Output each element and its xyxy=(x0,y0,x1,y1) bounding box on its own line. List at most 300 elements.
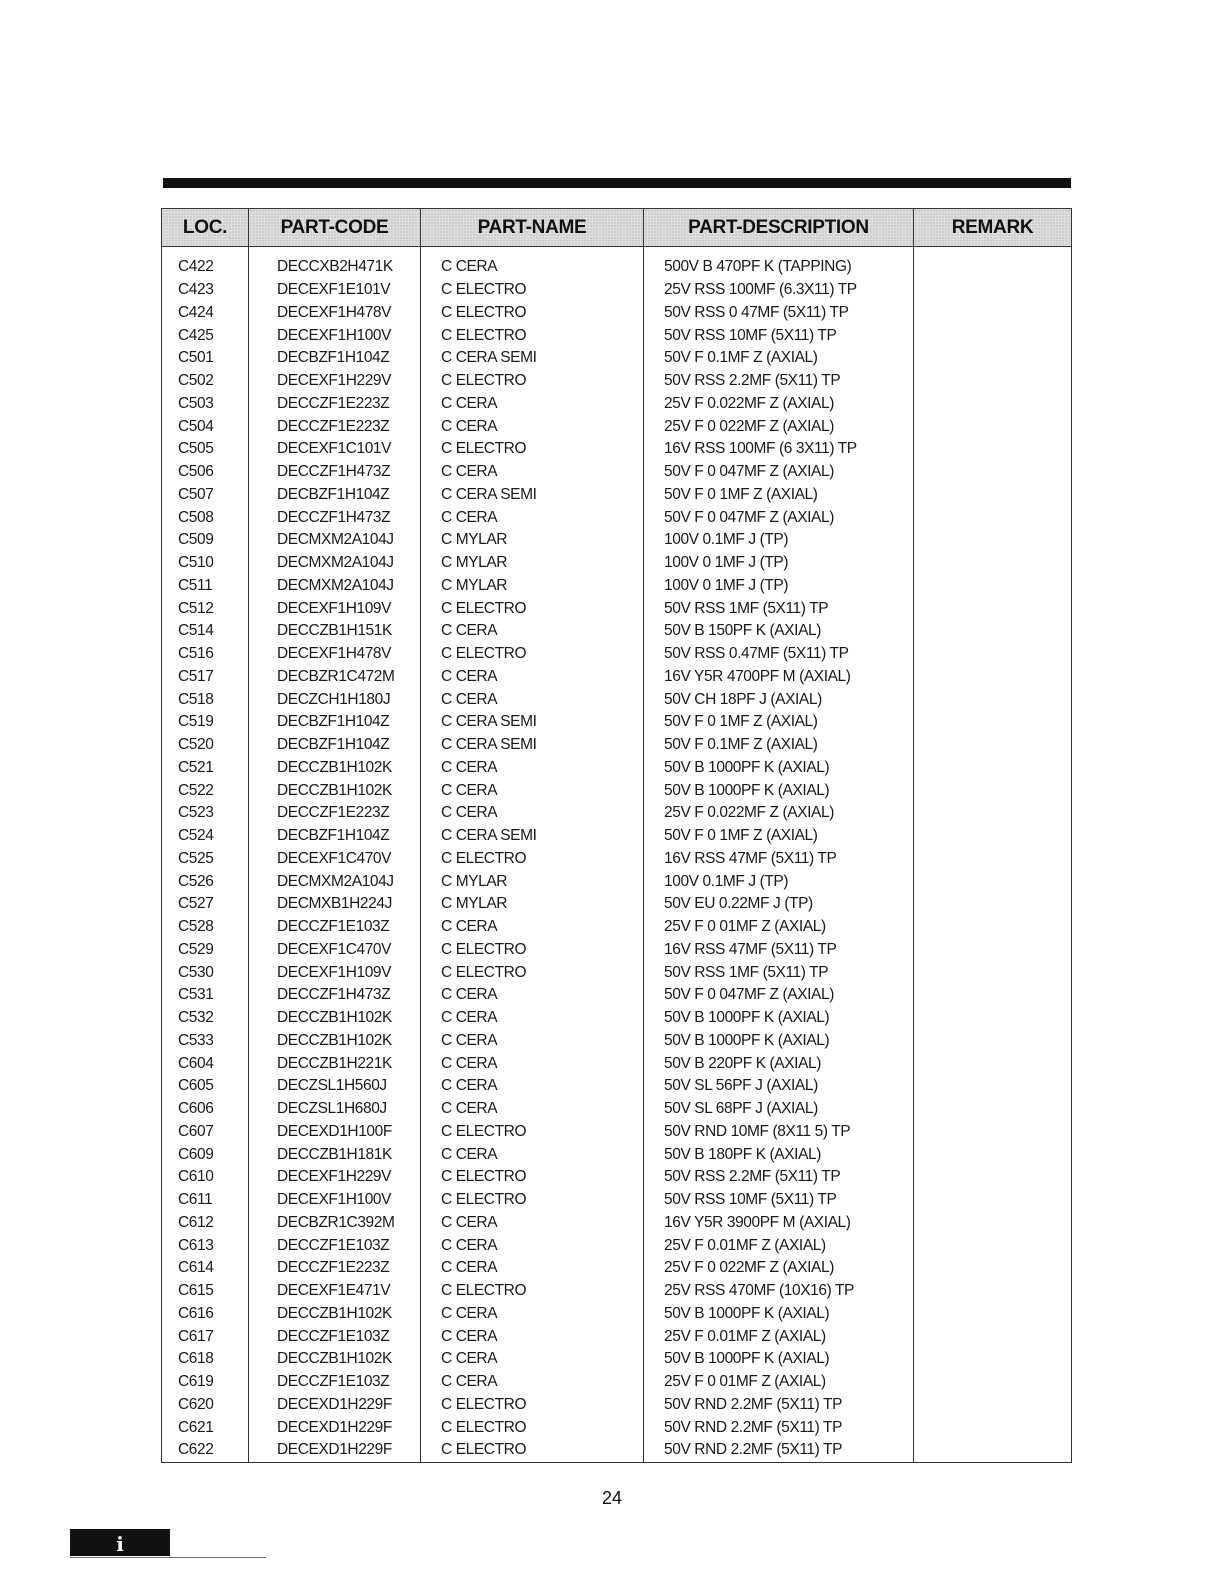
table-row xyxy=(162,1007,1072,1030)
cell-part-description: 50V B 1000PF K (AXIAL) xyxy=(644,757,914,780)
cell-part-name: C ELECTRO xyxy=(421,1439,644,1462)
cell-remark xyxy=(914,1121,1072,1144)
cell-remark xyxy=(914,1212,1072,1235)
cell-part-name: C MYLAR xyxy=(421,552,644,575)
table-row xyxy=(162,575,1072,598)
cell-part-name: C ELECTRO xyxy=(421,1121,644,1144)
header-part-name: PART-NAME xyxy=(421,209,644,247)
page-number: 24 xyxy=(601,1488,623,1508)
cell-remark xyxy=(914,1303,1072,1326)
cell-part-name: C ELECTRO xyxy=(421,302,644,325)
cell-loc: C508 xyxy=(162,506,249,529)
cell-part-description: 50V RSS 2.2MF (5X11) TP xyxy=(644,1166,914,1189)
cell-remark xyxy=(914,779,1072,802)
cell-part-description: 16V Y5R 4700PF M (AXIAL) xyxy=(644,666,914,689)
cell-part-name: C CERA SEMI xyxy=(421,734,644,757)
table-row xyxy=(162,848,1072,871)
cell-part-code: DECCZF1E103Z xyxy=(249,916,421,939)
cell-loc: C527 xyxy=(162,893,249,916)
table-row xyxy=(162,370,1072,393)
table-row xyxy=(162,688,1072,711)
cell-part-code: DECZCH1H180J xyxy=(249,688,421,711)
cell-part-code: DECMXB1H224J xyxy=(249,893,421,916)
cell-part-name: C CERA xyxy=(421,1030,644,1053)
parts-list-table xyxy=(161,208,1072,1463)
cell-part-description: 500V B 470PF K (TAPPING) xyxy=(644,247,914,279)
table-row xyxy=(162,1143,1072,1166)
table-row xyxy=(162,1371,1072,1394)
table-row xyxy=(162,279,1072,302)
cell-remark xyxy=(914,575,1072,598)
cell-part-description: 25V RSS 470MF (10X16) TP xyxy=(644,1280,914,1303)
cell-loc: C611 xyxy=(162,1189,249,1212)
cell-remark xyxy=(914,734,1072,757)
table-row xyxy=(162,984,1072,1007)
cell-part-description: 25V F 0 022MF Z (AXIAL) xyxy=(644,1257,914,1280)
cell-loc: C619 xyxy=(162,1371,249,1394)
cell-part-description: 100V 0 1MF J (TP) xyxy=(644,552,914,575)
cell-remark xyxy=(914,597,1072,620)
cell-remark xyxy=(914,438,1072,461)
table-row xyxy=(162,461,1072,484)
cell-remark xyxy=(914,688,1072,711)
cell-part-code: DECBZF1H104Z xyxy=(249,711,421,734)
cell-part-name: C ELECTRO xyxy=(421,1416,644,1439)
cell-remark xyxy=(914,1257,1072,1280)
cell-remark xyxy=(914,1143,1072,1166)
cell-remark xyxy=(914,1234,1072,1257)
cell-part-name: C CERA xyxy=(421,1098,644,1121)
table-row xyxy=(162,302,1072,325)
cell-part-name: C CERA xyxy=(421,1257,644,1280)
cell-part-description: 25V F 0.01MF Z (AXIAL) xyxy=(644,1325,914,1348)
cell-part-name: C ELECTRO xyxy=(421,370,644,393)
cell-loc: C533 xyxy=(162,1030,249,1053)
table-row xyxy=(162,1098,1072,1121)
cell-part-description: 50V F 0.1MF Z (AXIAL) xyxy=(644,347,914,370)
cell-part-name: C ELECTRO xyxy=(421,324,644,347)
cell-part-code: DECBZF1H104Z xyxy=(249,484,421,507)
table-row xyxy=(162,1325,1072,1348)
cell-part-name: C CERA xyxy=(421,984,644,1007)
cell-part-description: 50V B 1000PF K (AXIAL) xyxy=(644,779,914,802)
cell-loc: C525 xyxy=(162,848,249,871)
cell-remark xyxy=(914,1394,1072,1417)
cell-remark xyxy=(914,302,1072,325)
cell-part-name: C ELECTRO xyxy=(421,961,644,984)
cell-part-name: C ELECTRO xyxy=(421,279,644,302)
cell-part-code: DECBZF1H104Z xyxy=(249,825,421,848)
cell-part-description: 25V RSS 100MF (6.3X11) TP xyxy=(644,279,914,302)
table-row xyxy=(162,247,1072,279)
cell-remark xyxy=(914,1348,1072,1371)
cell-part-name: C CERA xyxy=(421,757,644,780)
cell-part-code: DECMXM2A104J xyxy=(249,529,421,552)
cell-remark xyxy=(914,484,1072,507)
cell-remark xyxy=(914,711,1072,734)
cell-remark xyxy=(914,506,1072,529)
cell-remark xyxy=(914,1030,1072,1053)
cell-part-code: DECEXF1C101V xyxy=(249,438,421,461)
cell-part-description: 50V F 0 047MF Z (AXIAL) xyxy=(644,506,914,529)
cell-loc: C609 xyxy=(162,1143,249,1166)
cell-part-description: 50V B 1000PF K (AXIAL) xyxy=(644,1348,914,1371)
cell-remark xyxy=(914,802,1072,825)
cell-part-description: 50V RSS 0.47MF (5X11) TP xyxy=(644,643,914,666)
cell-part-code: DECEXF1H109V xyxy=(249,597,421,620)
cell-remark xyxy=(914,552,1072,575)
cell-part-name: C MYLAR xyxy=(421,575,644,598)
table-row xyxy=(162,893,1072,916)
table-row xyxy=(162,1416,1072,1439)
cell-part-name: C CERA SEMI xyxy=(421,711,644,734)
cell-part-code: DECZSL1H560J xyxy=(249,1075,421,1098)
cell-remark xyxy=(914,370,1072,393)
cell-part-description: 50V EU 0.22MF J (TP) xyxy=(644,893,914,916)
cell-loc: C606 xyxy=(162,1098,249,1121)
cell-part-description: 25V F 0.022MF Z (AXIAL) xyxy=(644,802,914,825)
table-row xyxy=(162,757,1072,780)
table-row xyxy=(162,666,1072,689)
cell-loc: C531 xyxy=(162,984,249,1007)
cell-part-code: DECCZB1H181K xyxy=(249,1143,421,1166)
cell-part-name: C CERA xyxy=(421,1371,644,1394)
cell-part-code: DECCZF1E223Z xyxy=(249,393,421,416)
table-row xyxy=(162,393,1072,416)
table-row xyxy=(162,825,1072,848)
cell-part-name: C CERA xyxy=(421,802,644,825)
cell-part-code: DECMXM2A104J xyxy=(249,870,421,893)
cell-part-description: 50V F 0 047MF Z (AXIAL) xyxy=(644,461,914,484)
cell-loc: C620 xyxy=(162,1394,249,1417)
cell-part-name: C ELECTRO xyxy=(421,597,644,620)
cell-part-name: C ELECTRO xyxy=(421,1280,644,1303)
cell-loc: C424 xyxy=(162,302,249,325)
cell-part-name: C CERA xyxy=(421,1143,644,1166)
cell-part-description: 25V F 0 022MF Z (AXIAL) xyxy=(644,415,914,438)
cell-loc: C617 xyxy=(162,1325,249,1348)
cell-part-code: DECCZF1E103Z xyxy=(249,1325,421,1348)
cell-remark xyxy=(914,415,1072,438)
cell-loc: C506 xyxy=(162,461,249,484)
table-row xyxy=(162,1212,1072,1235)
table-row xyxy=(162,802,1072,825)
table-row xyxy=(162,597,1072,620)
cell-loc: C423 xyxy=(162,279,249,302)
table-row xyxy=(162,1439,1072,1462)
cell-part-name: C CERA xyxy=(421,620,644,643)
cell-part-name: C ELECTRO xyxy=(421,1394,644,1417)
parts-table-body xyxy=(162,247,1072,1463)
cell-part-description: 50V RND 2.2MF (5X11) TP xyxy=(644,1394,914,1417)
cell-part-code: DECZSL1H680J xyxy=(249,1098,421,1121)
cell-part-description: 50V RSS 1MF (5X11) TP xyxy=(644,961,914,984)
cell-part-description: 16V Y5R 3900PF M (AXIAL) xyxy=(644,1212,914,1235)
cell-remark xyxy=(914,984,1072,1007)
cell-loc: C425 xyxy=(162,324,249,347)
cell-remark xyxy=(914,1166,1072,1189)
cell-part-name: C CERA xyxy=(421,1234,644,1257)
cell-loc: C510 xyxy=(162,552,249,575)
cell-part-code: DECBZR1C392M xyxy=(249,1212,421,1235)
cell-part-name: C MYLAR xyxy=(421,529,644,552)
cell-part-code: DECMXM2A104J xyxy=(249,575,421,598)
cell-part-code: DECEXF1H100V xyxy=(249,324,421,347)
cell-part-description: 50V RSS 0 47MF (5X11) TP xyxy=(644,302,914,325)
cell-loc: C523 xyxy=(162,802,249,825)
cell-part-description: 50V B 1000PF K (AXIAL) xyxy=(644,1030,914,1053)
table-row xyxy=(162,1234,1072,1257)
cell-part-code: DECEXF1H229V xyxy=(249,370,421,393)
cell-part-description: 50V F 0 047MF Z (AXIAL) xyxy=(644,984,914,1007)
table-row xyxy=(162,939,1072,962)
cell-part-name: C CERA xyxy=(421,1075,644,1098)
cell-part-code: DECEXF1H100V xyxy=(249,1189,421,1212)
cell-part-name: C ELECTRO xyxy=(421,939,644,962)
cell-part-description: 16V RSS 47MF (5X11) TP xyxy=(644,848,914,871)
cell-remark xyxy=(914,1325,1072,1348)
cell-part-name: C MYLAR xyxy=(421,893,644,916)
cell-part-description: 50V F 0 1MF Z (AXIAL) xyxy=(644,711,914,734)
cell-part-description: 50V SL 56PF J (AXIAL) xyxy=(644,1075,914,1098)
table-row xyxy=(162,347,1072,370)
cell-remark xyxy=(914,279,1072,302)
cell-part-name: C CERA xyxy=(421,506,644,529)
cell-part-name: C CERA xyxy=(421,1052,644,1075)
cell-part-code: DECCZF1H473Z xyxy=(249,984,421,1007)
cell-remark xyxy=(914,393,1072,416)
cell-loc: C517 xyxy=(162,666,249,689)
table-header-row xyxy=(162,209,1072,247)
cell-part-name: C CERA xyxy=(421,461,644,484)
table-row xyxy=(162,506,1072,529)
cell-loc: C604 xyxy=(162,1052,249,1075)
table-row xyxy=(162,529,1072,552)
cell-remark xyxy=(914,666,1072,689)
cell-part-name: C CERA xyxy=(421,247,644,279)
cell-loc: C520 xyxy=(162,734,249,757)
cell-part-name: C MYLAR xyxy=(421,870,644,893)
cell-part-code: DECEXF1C470V xyxy=(249,939,421,962)
cell-part-name: C ELECTRO xyxy=(421,1189,644,1212)
cell-part-description: 50V RSS 2.2MF (5X11) TP xyxy=(644,370,914,393)
cell-loc: C504 xyxy=(162,415,249,438)
header-loc: LOC. xyxy=(162,209,249,247)
cell-part-description: 50V SL 68PF J (AXIAL) xyxy=(644,1098,914,1121)
cell-remark xyxy=(914,1098,1072,1121)
cell-part-code: DECBZF1H104Z xyxy=(249,347,421,370)
cell-remark xyxy=(914,1075,1072,1098)
table-row xyxy=(162,324,1072,347)
cell-loc: C514 xyxy=(162,620,249,643)
table-row xyxy=(162,1030,1072,1053)
cell-loc: C512 xyxy=(162,597,249,620)
cell-part-description: 25V F 0.022MF Z (AXIAL) xyxy=(644,393,914,416)
cell-part-name: C CERA xyxy=(421,688,644,711)
cell-part-code: DECMXM2A104J xyxy=(249,552,421,575)
cell-loc: C505 xyxy=(162,438,249,461)
table-row xyxy=(162,438,1072,461)
cell-part-code: DECCZF1H473Z xyxy=(249,461,421,484)
cell-part-code: DECCXB2H471K xyxy=(249,247,421,279)
cell-remark xyxy=(914,247,1072,279)
cell-remark xyxy=(914,643,1072,666)
table-row xyxy=(162,870,1072,893)
cell-part-description: 100V 0 1MF J (TP) xyxy=(644,575,914,598)
cell-part-description: 50V B 220PF K (AXIAL) xyxy=(644,1052,914,1075)
cell-part-name: C CERA xyxy=(421,1007,644,1030)
cell-part-code: DECCZF1E103Z xyxy=(249,1371,421,1394)
cell-part-code: DECEXF1C470V xyxy=(249,848,421,871)
cell-loc: C519 xyxy=(162,711,249,734)
cell-part-code: DECCZF1E223Z xyxy=(249,802,421,825)
cell-part-description: 50V B 1000PF K (AXIAL) xyxy=(644,1303,914,1326)
table-row xyxy=(162,734,1072,757)
cell-part-code: DECCZB1H102K xyxy=(249,779,421,802)
info-icon: i xyxy=(70,1529,170,1556)
cell-part-code: DECEXD1H100F xyxy=(249,1121,421,1144)
table-row xyxy=(162,711,1072,734)
cell-part-description: 50V F 0.1MF Z (AXIAL) xyxy=(644,734,914,757)
cell-remark xyxy=(914,529,1072,552)
table-row xyxy=(162,779,1072,802)
cell-remark xyxy=(914,347,1072,370)
top-rule xyxy=(163,178,1071,188)
table-row xyxy=(162,916,1072,939)
cell-part-description: 50V RND 2.2MF (5X11) TP xyxy=(644,1416,914,1439)
cell-part-code: DECEXF1H478V xyxy=(249,643,421,666)
cell-part-code: DECCZB1H102K xyxy=(249,1007,421,1030)
table-row xyxy=(162,1166,1072,1189)
table-row xyxy=(162,1189,1072,1212)
header-part-code: PART-CODE xyxy=(249,209,421,247)
cell-remark xyxy=(914,870,1072,893)
table-row xyxy=(162,1280,1072,1303)
cell-part-code: DECCZF1E223Z xyxy=(249,415,421,438)
cell-loc: C521 xyxy=(162,757,249,780)
cell-loc: C516 xyxy=(162,643,249,666)
cell-part-name: C CERA SEMI xyxy=(421,484,644,507)
cell-part-description: 50V CH 18PF J (AXIAL) xyxy=(644,688,914,711)
cell-part-description: 25V F 0 01MF Z (AXIAL) xyxy=(644,1371,914,1394)
cell-loc: C507 xyxy=(162,484,249,507)
cell-remark xyxy=(914,1439,1072,1462)
cell-loc: C614 xyxy=(162,1257,249,1280)
table-row xyxy=(162,415,1072,438)
cell-remark xyxy=(914,1416,1072,1439)
cell-part-code: DECEXD1H229F xyxy=(249,1416,421,1439)
cell-part-code: DECCZB1H102K xyxy=(249,1030,421,1053)
table-row xyxy=(162,620,1072,643)
header-part-description: PART-DESCRIPTION xyxy=(644,209,914,247)
cell-part-name: C CERA xyxy=(421,1212,644,1235)
cell-part-description: 16V RSS 100MF (6 3X11) TP xyxy=(644,438,914,461)
cell-part-code: DECEXF1H229V xyxy=(249,1166,421,1189)
cell-remark xyxy=(914,1280,1072,1303)
cell-loc: C502 xyxy=(162,370,249,393)
cell-loc: C501 xyxy=(162,347,249,370)
cell-part-description: 50V B 150PF K (AXIAL) xyxy=(644,620,914,643)
cell-part-description: 25V F 0 01MF Z (AXIAL) xyxy=(644,916,914,939)
cell-part-code: DECEXF1E471V xyxy=(249,1280,421,1303)
cell-loc: C612 xyxy=(162,1212,249,1235)
cell-remark xyxy=(914,1189,1072,1212)
cell-remark xyxy=(914,324,1072,347)
cell-loc: C529 xyxy=(162,939,249,962)
cell-loc: C613 xyxy=(162,1234,249,1257)
cell-part-description: 50V B 180PF K (AXIAL) xyxy=(644,1143,914,1166)
cell-part-description: 50V F 0 1MF Z (AXIAL) xyxy=(644,825,914,848)
header-remark: REMARK xyxy=(914,209,1072,247)
cell-part-code: DECCZF1E223Z xyxy=(249,1257,421,1280)
cell-part-description: 50V RND 2.2MF (5X11) TP xyxy=(644,1439,914,1462)
cell-part-name: C CERA xyxy=(421,1303,644,1326)
table-row xyxy=(162,643,1072,666)
cell-part-name: C CERA xyxy=(421,666,644,689)
cell-remark xyxy=(914,1371,1072,1394)
cell-part-code: DECEXD1H229F xyxy=(249,1394,421,1417)
cell-part-code: DECCZB1H102K xyxy=(249,1303,421,1326)
cell-part-code: DECEXF1E101V xyxy=(249,279,421,302)
cell-loc: C530 xyxy=(162,961,249,984)
cell-remark xyxy=(914,916,1072,939)
cell-part-code: DECEXD1H229F xyxy=(249,1439,421,1462)
cell-remark xyxy=(914,757,1072,780)
table-row xyxy=(162,552,1072,575)
cell-loc: C615 xyxy=(162,1280,249,1303)
badge-underline xyxy=(70,1557,266,1558)
cell-remark xyxy=(914,461,1072,484)
cell-part-code: DECEXF1H478V xyxy=(249,302,421,325)
cell-part-name: C CERA xyxy=(421,916,644,939)
cell-part-name: C CERA xyxy=(421,415,644,438)
cell-loc: C605 xyxy=(162,1075,249,1098)
cell-loc: C622 xyxy=(162,1439,249,1462)
cell-loc: C503 xyxy=(162,393,249,416)
cell-part-name: C ELECTRO xyxy=(421,848,644,871)
cell-part-code: DECCZB1H221K xyxy=(249,1052,421,1075)
cell-loc: C526 xyxy=(162,870,249,893)
cell-part-name: C CERA xyxy=(421,393,644,416)
cell-part-description: 50V RSS 10MF (5X11) TP xyxy=(644,1189,914,1212)
table-row xyxy=(162,1075,1072,1098)
cell-part-description: 16V RSS 47MF (5X11) TP xyxy=(644,939,914,962)
cell-part-description: 50V F 0 1MF Z (AXIAL) xyxy=(644,484,914,507)
cell-part-description: 100V 0.1MF J (TP) xyxy=(644,870,914,893)
cell-part-name: C ELECTRO xyxy=(421,643,644,666)
cell-part-name: C CERA xyxy=(421,1348,644,1371)
cell-loc: C607 xyxy=(162,1121,249,1144)
cell-loc: C511 xyxy=(162,575,249,598)
cell-loc: C509 xyxy=(162,529,249,552)
cell-part-code: DECCZB1H102K xyxy=(249,1348,421,1371)
cell-loc: C616 xyxy=(162,1303,249,1326)
cell-part-name: C CERA SEMI xyxy=(421,347,644,370)
table-row xyxy=(162,1121,1072,1144)
cell-part-code: DECCZF1E103Z xyxy=(249,1234,421,1257)
cell-remark xyxy=(914,825,1072,848)
cell-part-code: DECBZR1C472M xyxy=(249,666,421,689)
table-row xyxy=(162,1394,1072,1417)
cell-part-code: DECBZF1H104Z xyxy=(249,734,421,757)
cell-part-name: C CERA xyxy=(421,779,644,802)
table-row xyxy=(162,1257,1072,1280)
cell-part-code: DECEXF1H109V xyxy=(249,961,421,984)
cell-remark xyxy=(914,620,1072,643)
cell-remark xyxy=(914,1052,1072,1075)
cell-part-name: C CERA xyxy=(421,1325,644,1348)
cell-part-name: C CERA SEMI xyxy=(421,825,644,848)
